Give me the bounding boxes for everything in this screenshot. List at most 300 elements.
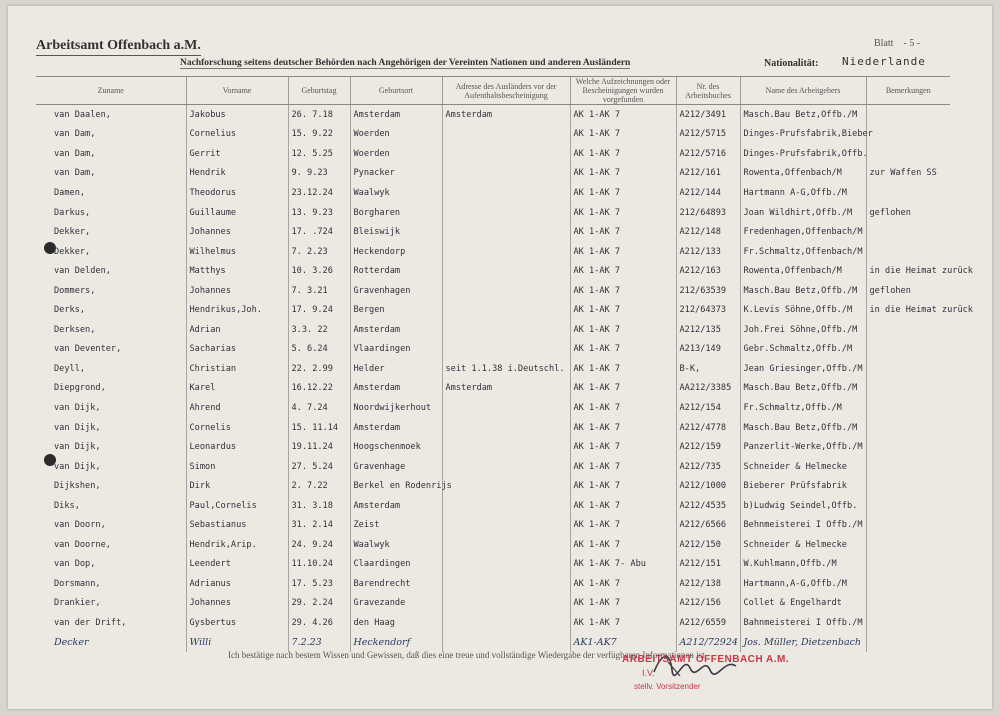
table-cell: 17. .724 <box>288 222 350 242</box>
table-cell: Fredenhagen,Offenbach/M <box>740 222 866 242</box>
table-cell: 19.11.24 <box>288 437 350 457</box>
table-row <box>36 379 950 399</box>
table-cell: AK 1-AK 7 <box>570 574 676 594</box>
table-cell <box>442 613 570 633</box>
table-cell: Barendrecht <box>350 574 442 594</box>
stamp-title: stellv. Vorsitzender <box>634 682 701 691</box>
table-cell <box>866 633 950 653</box>
table-cell <box>866 242 950 262</box>
table-cell: Simon <box>186 457 288 477</box>
table-cell <box>442 281 570 301</box>
table-cell: van Dop, <box>54 559 96 570</box>
table-cell: AK 1-AK 7 <box>570 535 676 555</box>
table-cell: 31. 3.18 <box>288 496 350 516</box>
table-cell: Behnmeisterei I Offb./M <box>740 515 866 535</box>
table-cell: Masch.Bau Betz,Offb./M <box>740 105 866 125</box>
table-cell: 24. 9.24 <box>288 535 350 555</box>
table-cell: Gravezande <box>350 594 442 614</box>
table-cell <box>442 183 570 203</box>
table-row <box>36 144 950 164</box>
table-cell: A212/154 <box>676 398 740 418</box>
table-cell <box>866 496 950 516</box>
table-row <box>36 359 950 379</box>
table-cell: Gysbertus <box>186 613 288 633</box>
table-cell: 5. 6.24 <box>288 340 350 360</box>
table-cell: AK 1-AK 7 <box>570 418 676 438</box>
table-cell: Cornelius <box>186 125 288 145</box>
table-cell: 212/64373 <box>676 300 740 320</box>
table-cell: Panzerlit-Werke,Offb./M <box>740 437 866 457</box>
table-cell <box>442 320 570 340</box>
column-header: Vorname <box>186 77 288 105</box>
table-cell <box>442 144 570 164</box>
table-cell: AK 1-AK 7 <box>570 594 676 614</box>
table-cell: A212/159 <box>676 437 740 457</box>
table-cell: 212/64893 <box>676 203 740 223</box>
table-cell: van Dam, <box>54 129 96 140</box>
column-header: Welche Aufzeichnungen oder Bescheinigungen wurden vorgefunden <box>570 77 676 105</box>
table-cell: b)Ludwig Seindel,Offb. <box>740 496 866 516</box>
table-cell: AK 1-AK 7 <box>570 476 676 496</box>
table-cell: Borgharen <box>350 203 442 223</box>
column-header: Nr. des Arbeitsbuches <box>676 77 740 105</box>
table-body <box>36 105 973 653</box>
table-cell: Amsterdam <box>350 418 442 438</box>
sheet-label: Blatt <box>874 38 894 49</box>
table-cell <box>866 535 950 555</box>
table-cell: A212/735 <box>676 457 740 477</box>
table-cell: Amsterdam <box>442 105 570 125</box>
table-cell: Bleiswijk <box>350 222 442 242</box>
table-cell: Heckendorf <box>350 633 442 653</box>
column-header: Adresse des Ausländers vor der Aufenthaltsbescheinigung <box>442 77 570 105</box>
table-cell: AK 1-AK 7 <box>570 222 676 242</box>
table-cell: Diks, <box>54 500 80 511</box>
table-cell: Collet & Engelhardt <box>740 594 866 614</box>
table-cell: van der Drift, <box>54 617 127 628</box>
table-cell <box>442 437 570 457</box>
table-cell: Wilhelmus <box>186 242 288 262</box>
document-subtitle: Nachforschung seitens deutscher Behörden nach Angehörigen der Vereinten Nationen und anderen Ausländern <box>180 58 631 68</box>
table-cell: Adrianus <box>186 574 288 594</box>
table-cell: Willi <box>186 633 288 653</box>
column-header: Zuname <box>36 77 186 105</box>
table-cell: AK 1-AK 7 <box>570 340 676 360</box>
table-cell: Rowenta,Offenbach/M <box>740 261 866 281</box>
table-cell <box>442 418 570 438</box>
table-header-row <box>36 77 950 105</box>
table-cell: Rotterdam <box>350 261 442 281</box>
table-cell: Amsterdam <box>350 320 442 340</box>
table-row <box>36 496 950 516</box>
table-cell <box>442 300 570 320</box>
table-row <box>36 183 950 203</box>
table-row <box>36 555 950 575</box>
table-cell: 4. 7.24 <box>288 398 350 418</box>
table-cell <box>442 476 570 496</box>
table-cell: Dinges-Prufsfabrik,Offb. <box>740 144 866 164</box>
table-cell: 23.12.24 <box>288 183 350 203</box>
table-cell: in die Heimat zurück <box>866 261 950 281</box>
nationality-value: Niederlande <box>842 55 926 68</box>
table-cell: Gerrit <box>186 144 288 164</box>
foreigner-table <box>36 76 973 652</box>
table-cell: 9. 9.23 <box>288 164 350 184</box>
table-cell: Adrian <box>186 320 288 340</box>
table-cell: Masch.Bau Betz,Offb./M <box>740 418 866 438</box>
table-cell: Paul,Cornelis <box>186 496 288 516</box>
table-cell: 12. 5.25 <box>288 144 350 164</box>
table-cell: AK 1-AK 7 <box>570 457 676 477</box>
table-cell: A212/5715 <box>676 125 740 145</box>
table-cell <box>442 340 570 360</box>
table-cell: Sacharias <box>186 340 288 360</box>
table-cell: Johannes <box>186 594 288 614</box>
sheet-number-value: - 5 - <box>903 38 921 49</box>
table-cell: K.Levis Söhne,Offb./M <box>740 300 866 320</box>
column-header: Name des Arbeitgebers <box>740 77 866 105</box>
table-cell: Hoogschenmoek <box>350 437 442 457</box>
table-cell: Gravenhagen <box>350 281 442 301</box>
table-cell: A212/148 <box>676 222 740 242</box>
table-cell: Schneider & Helmecke <box>740 535 866 555</box>
table-cell: AK1-AK7 <box>570 633 676 653</box>
table-cell: 15. 11.14 <box>288 418 350 438</box>
table-cell: Hendrikus,Joh. <box>186 300 288 320</box>
table-cell <box>442 594 570 614</box>
table-cell: A212/72924 <box>676 633 740 653</box>
table-cell: A212/4778 <box>676 418 740 438</box>
table-cell: AK 1-AK 7- Abu <box>570 555 676 575</box>
table-cell <box>866 418 950 438</box>
table-cell: A212/3491 <box>676 105 740 125</box>
table-cell: Amsterdam <box>350 496 442 516</box>
table-row <box>36 398 950 418</box>
sheet-number <box>874 38 920 49</box>
table-row <box>36 242 950 262</box>
table-cell: AK 1-AK 7 <box>570 261 676 281</box>
table-cell: Dirk <box>186 476 288 496</box>
table-cell: Jean Griesinger,Offb./M <box>740 359 866 379</box>
table-cell: Dekker, <box>54 227 91 238</box>
table-cell <box>866 515 950 535</box>
table-cell: AK 1-AK 7 <box>570 320 676 340</box>
table-row <box>36 320 950 340</box>
table-cell: Christian <box>186 359 288 379</box>
table-cell: van Dam, <box>54 148 96 159</box>
table-cell: Karel <box>186 379 288 399</box>
table-cell <box>442 242 570 262</box>
table-cell: Dommers, <box>54 285 96 296</box>
table-row <box>36 164 950 184</box>
table-cell: 7. 2.23 <box>288 242 350 262</box>
table-cell: Zeist <box>350 515 442 535</box>
table-cell: geflohen <box>866 203 950 223</box>
stamp-office: ARBEITSAMT OFFENBACH A.M. <box>622 654 790 665</box>
table-cell: 11.10.24 <box>288 555 350 575</box>
table-row <box>36 203 950 223</box>
table-cell: AK 1-AK 7 <box>570 496 676 516</box>
table-cell: AK 1-AK 7 <box>570 379 676 399</box>
table-cell: Bergen <box>350 300 442 320</box>
table-cell: van Daalen, <box>54 109 111 120</box>
table-cell: 17. 5.23 <box>288 574 350 594</box>
table-row <box>36 476 950 496</box>
table-cell: Schneider & Helmecke <box>740 457 866 477</box>
table-cell: Amsterdam <box>350 105 442 125</box>
table-row <box>36 437 950 457</box>
table-cell: A212/156 <box>676 594 740 614</box>
table-cell: Derks, <box>54 305 86 316</box>
table-cell: A212/161 <box>676 164 740 184</box>
table-cell <box>442 535 570 555</box>
table-cell: Matthys <box>186 261 288 281</box>
column-header: Geburtsort <box>350 77 442 105</box>
table-cell <box>442 457 570 477</box>
table-cell: 31. 2.14 <box>288 515 350 535</box>
table-row <box>36 222 950 242</box>
table-cell: A212/151 <box>676 555 740 575</box>
table-cell: geflohen <box>866 281 950 301</box>
table-cell: AK 1-AK 7 <box>570 183 676 203</box>
table-cell: Darkus, <box>54 207 91 218</box>
table-cell: van Delden, <box>54 266 111 277</box>
table-cell <box>866 144 950 164</box>
table-cell: AK 1-AK 7 <box>570 105 676 125</box>
table-cell: 29. 2.24 <box>288 594 350 614</box>
table-cell: A212/6566 <box>676 515 740 535</box>
table-row <box>36 261 950 281</box>
table-cell: van Dijk, <box>54 422 101 433</box>
table-cell: A212/135 <box>676 320 740 340</box>
table-cell: Hartmann,A-G,Offb./M <box>740 574 866 594</box>
table-cell: Masch.Bau Betz,Offb./M <box>740 281 866 301</box>
table-cell <box>866 437 950 457</box>
table-cell: Woerden <box>350 144 442 164</box>
table-cell: A212/1000 <box>676 476 740 496</box>
table-cell <box>866 105 950 125</box>
nationality-label: Nationalität: <box>764 58 819 69</box>
table-row <box>36 457 950 477</box>
table-cell: A212/150 <box>676 535 740 555</box>
table-cell: Jakobus <box>186 105 288 125</box>
table-cell: Hartmann A-G,Offb./M <box>740 183 866 203</box>
table-cell: A212/5716 <box>676 144 740 164</box>
table-cell: van Dam, <box>54 168 96 179</box>
table-cell: Decker <box>54 637 89 649</box>
table-cell: A212/4535 <box>676 496 740 516</box>
table-cell: Bahnmeisterei I Offb./M <box>740 613 866 633</box>
table-cell <box>442 203 570 223</box>
table-cell: Gebr.Schmaltz,Offb./M <box>740 340 866 360</box>
table-cell <box>866 476 950 496</box>
table-row <box>36 125 950 145</box>
table-cell: Leendert <box>186 555 288 575</box>
table-cell: AK 1-AK 7 <box>570 203 676 223</box>
table-cell: Jos. Müller, Dietzenbach <box>740 633 866 653</box>
table-cell: AK 1-AK 7 <box>570 613 676 633</box>
table-cell: Noordwijkerhout <box>350 398 442 418</box>
table-cell: Diepgrond, <box>54 383 106 394</box>
table-cell: A212/138 <box>676 574 740 594</box>
column-header: Geburtstag <box>288 77 350 105</box>
table-cell <box>442 574 570 594</box>
table-cell: Fr.Schmaltz,Offenbach/M <box>740 242 866 262</box>
table-cell: van Dijk, <box>54 402 101 413</box>
table-cell: A213/149 <box>676 340 740 360</box>
table-cell <box>866 398 950 418</box>
table-cell: 27. 5.24 <box>288 457 350 477</box>
table-cell: Dinges-Prufsfabrik,Bieber <box>740 125 866 145</box>
table-cell: Damen, <box>54 187 86 198</box>
table-cell: 26. 7.18 <box>288 105 350 125</box>
table-cell: 3.3. 22 <box>288 320 350 340</box>
table-cell <box>866 320 950 340</box>
table-row <box>36 574 950 594</box>
table-cell: zur Waffen SS <box>866 164 950 184</box>
table-cell: A212/6559 <box>676 613 740 633</box>
table-cell <box>442 261 570 281</box>
table-cell: Joh.Frei Söhne,Offb./M <box>740 320 866 340</box>
certification-text: Ich bestätige nach bestem Wissen und Gewissen, daß dies eine treue und vollständige Wiedergabe der verfügbaren Informationen ist. <box>228 650 707 660</box>
table-cell <box>866 594 950 614</box>
table-cell <box>866 555 950 575</box>
table-cell: AK 1-AK 7 <box>570 281 676 301</box>
table-cell: 15. 9.22 <box>288 125 350 145</box>
table-cell: AK 1-AK 7 <box>570 515 676 535</box>
table-cell: Berkel en Rodenrijs <box>350 476 442 496</box>
table-cell: Gravenhage <box>350 457 442 477</box>
table-cell: Derksen, <box>54 324 96 335</box>
table-cell: Hendrik <box>186 164 288 184</box>
table-cell: AK 1-AK 7 <box>570 164 676 184</box>
table-cell: Sebastianus <box>186 515 288 535</box>
column-header: Bemerkungen <box>866 77 950 105</box>
table-cell: Pynacker <box>350 164 442 184</box>
table-row <box>36 340 950 360</box>
table-cell: 16.12.22 <box>288 379 350 399</box>
table-cell: 22. 2.99 <box>288 359 350 379</box>
table-cell: AK 1-AK 7 <box>570 125 676 145</box>
table-cell: Cornelis <box>186 418 288 438</box>
table-cell <box>866 359 950 379</box>
table-cell: Johannes <box>186 222 288 242</box>
table-cell: Ahrend <box>186 398 288 418</box>
table-cell <box>442 496 570 516</box>
table-cell: Amsterdam <box>442 379 570 399</box>
table-cell: Guillaume <box>186 203 288 223</box>
table-cell: Johannes <box>186 281 288 301</box>
table-cell: 17. 9.24 <box>288 300 350 320</box>
table-cell: Heckendorp <box>350 242 442 262</box>
table-cell: 10. 3.26 <box>288 261 350 281</box>
table-cell <box>442 398 570 418</box>
table-cell: AA212/3385 <box>676 379 740 399</box>
table-cell <box>866 613 950 633</box>
table-cell: B-K, <box>676 359 740 379</box>
table-row <box>36 535 950 555</box>
table-cell: Claardingen <box>350 555 442 575</box>
table-cell: Deyll, <box>54 363 86 374</box>
table-row <box>36 418 950 438</box>
table-cell: 29. 4.26 <box>288 613 350 633</box>
table-cell <box>866 457 950 477</box>
table-cell: Helder <box>350 359 442 379</box>
office-title: Arbeitsamt Offenbach a.M. <box>36 38 201 56</box>
table-cell <box>442 555 570 575</box>
table-cell: Masch.Bau Betz,Offb./M <box>740 379 866 399</box>
table-cell: Fr.Schmaltz,Offb./M <box>740 398 866 418</box>
table-cell: seit 1.1.38 i.Deutschl. <box>442 359 570 379</box>
table-cell: van Dijk, <box>54 442 101 453</box>
table-cell: Hendrik,Arip. <box>186 535 288 555</box>
table-cell: Theodorus <box>186 183 288 203</box>
table-cell: A212/163 <box>676 261 740 281</box>
table-cell <box>866 125 950 145</box>
table-cell: Waalwyk <box>350 183 442 203</box>
table-cell: AK 1-AK 7 <box>570 398 676 418</box>
table-cell: Vlaardingen <box>350 340 442 360</box>
table-cell: W.Kuhlmann,Offb./M <box>740 555 866 575</box>
table-cell: den Haag <box>350 613 442 633</box>
table-cell: Dekker, <box>54 246 91 257</box>
table-cell: Dorsmann, <box>54 578 101 589</box>
table-cell: AK 1-AK 7 <box>570 242 676 262</box>
table-cell: Dijkshen, <box>54 481 101 492</box>
table-cell <box>866 340 950 360</box>
table-cell: Amsterdam <box>350 379 442 399</box>
table-cell: AK 1-AK 7 <box>570 359 676 379</box>
table-cell: in die Heimat zurück <box>866 300 950 320</box>
table-row <box>36 105 950 125</box>
table-cell <box>442 164 570 184</box>
table-cell <box>442 125 570 145</box>
table-cell <box>866 379 950 399</box>
table-cell <box>866 183 950 203</box>
table-cell: AK 1-AK 7 <box>570 300 676 320</box>
table-cell: Drankier, <box>54 598 101 609</box>
table-cell: A212/133 <box>676 242 740 262</box>
table-row <box>36 613 950 633</box>
table-cell: van Doorn, <box>54 520 106 531</box>
table-cell: van Deventer, <box>54 344 122 355</box>
table-cell: AK 1-AK 7 <box>570 437 676 457</box>
table-cell: 13. 9.23 <box>288 203 350 223</box>
table-cell: van Doorne, <box>54 539 111 550</box>
table-cell: 7. 3.21 <box>288 281 350 301</box>
table-cell <box>442 515 570 535</box>
table-row <box>36 300 950 320</box>
table-row <box>36 515 950 535</box>
table-cell: 212/63539 <box>676 281 740 301</box>
stamp-iv: I.V. <box>642 668 655 678</box>
table-cell: 7.2.23 <box>288 633 350 653</box>
table-cell: Rowenta,Offenbach/M <box>740 164 866 184</box>
table-cell: AK 1-AK 7 <box>570 144 676 164</box>
table-row <box>36 281 950 301</box>
table-row <box>36 594 950 614</box>
table-cell <box>866 222 950 242</box>
table-cell: Leonardus <box>186 437 288 457</box>
table-cell: A212/144 <box>676 183 740 203</box>
table-cell: 2. 7.22 <box>288 476 350 496</box>
table-cell <box>442 222 570 242</box>
table-cell <box>866 574 950 594</box>
table-cell: van Dijk, <box>54 461 101 472</box>
table-cell: Bieberer Prüfsfabrik <box>740 476 866 496</box>
table-cell: Woerden <box>350 125 442 145</box>
table-cell: Waalwyk <box>350 535 442 555</box>
